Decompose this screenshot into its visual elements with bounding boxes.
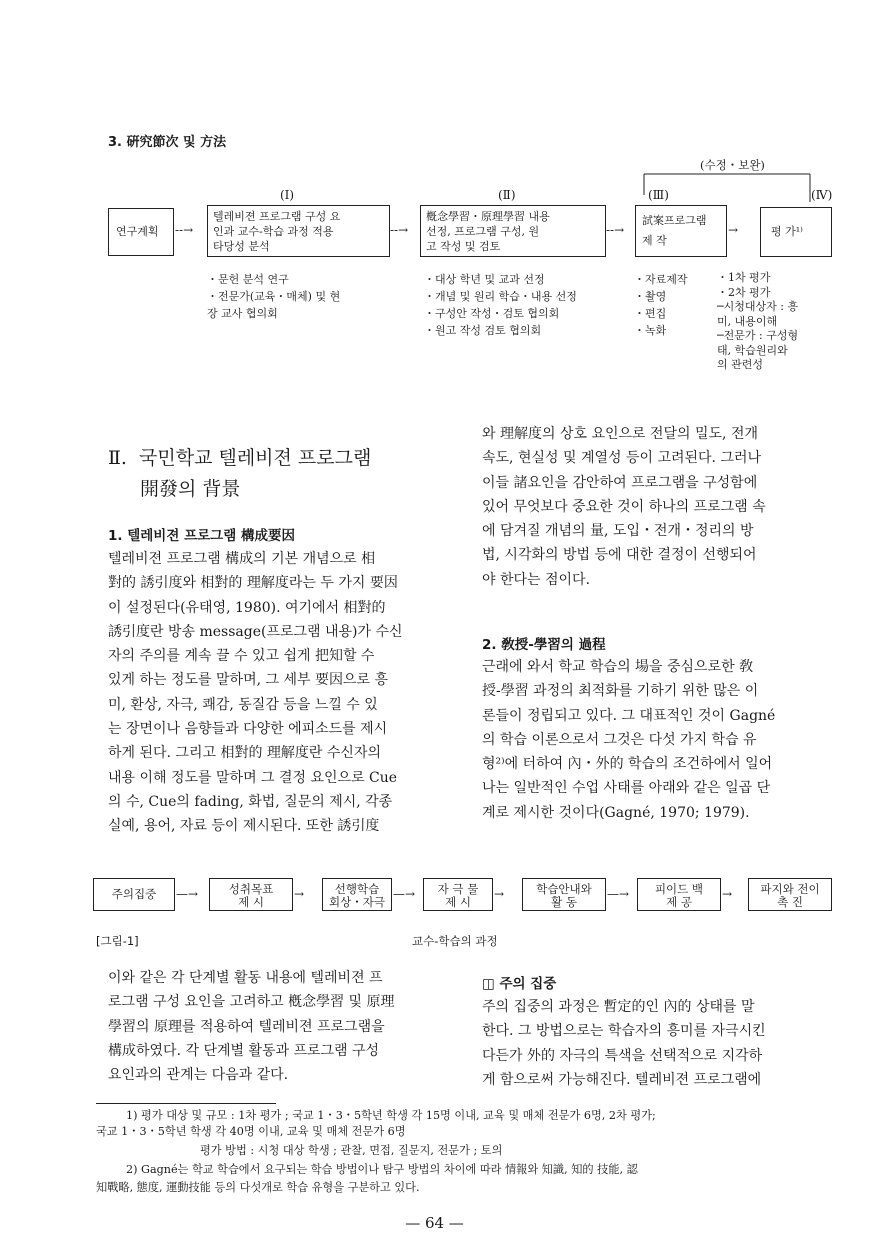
right-column-paragraph-3: 주의 집중의 과정은 暫定的인 內的 상태를 말 한다. 그 방법으로는 학습자의 흥미를 자극시킨 다든가 外的 자극의 특색을 선택적으로 지각하 게 함으로써 가능해진다. 텔레비젼 프로그램에 <box>482 999 766 1088</box>
chapter-title <box>108 443 371 470</box>
footnote-1-line-2: 국교 1・3・5학년 학생 각 40명 이내, 교육 및 매체 전문가 6명 <box>96 1125 406 1138</box>
footnote-1-line-1: 1) 평가 대상 및 규모 : 1차 평가 ; 국교 1・3・5학년 학생 각 15명 이내, 교육 및 매체 전문가 6명, 2차 평가; <box>126 1109 656 1122</box>
footnote-2-line-2: 知戰略, 態度, 運動技能 등의 다섯개로 학습 유형을 구분하고 있다. <box>96 1181 420 1194</box>
figure-step-guidance: 학습안내와 활 동 <box>522 878 606 911</box>
stage-1-notes: ・문헌 분석 연구 ・전문가(교육・매체) 및 현 장 교사 협의회 <box>207 273 341 320</box>
chapter-numeral: Ⅱ. <box>108 447 127 469</box>
stage-research-plan: 연구계획 <box>108 208 174 256</box>
figure-step-retention: 파지와 전이 촉 진 <box>748 878 832 911</box>
stage-numeral-4: (Ⅳ) <box>811 188 833 202</box>
stage-4-evaluation: 평 가¹⁾ <box>760 207 832 257</box>
right-column-paragraph-1: 와 理解度의 상호 요인으로 전달의 밀도, 전개 속도, 현실성 및 계열성 등이 고려된다. 그러나 이들 諸요인을 감안하여 프로그램을 구성함에 있어 무엇보다 중요한 것이 하나의 프로그램 속 에 담겨질 개념의 量, 도입・전개・정리의 방 법, 시각화의 방법 등에 대한 결정이 선행되어 야 한다는 점이다. <box>482 426 766 588</box>
stage-2-notes: ・대상 학년 및 교과 선정 ・개념 및 원리 학습・내용 선정 ・구성안 작성・검토 협의회 ・원고 작성 검토 협의회 <box>424 273 577 337</box>
stage-4-notes: ・1차 평가 ・2차 평가 ─시청대상자 : 흥 미, 내용이해 ─전문가 : 구성형 태, 학습원리와 의 관련성 <box>717 271 799 371</box>
chapter-title-line2: 開發의 背景 <box>140 478 241 500</box>
arrow-right-icon: —→ <box>607 887 630 901</box>
left-column-paragraph-1: 텔레비젼 프로그램 構成의 기본 개념으로 相 對的 誘引度와 相對的 理解度라는 두 가지 要因 이 설정된다(유태영, 1980). 여기에서 相對的 誘引度란 방송 message(프로그램 내용)가 수신 자의 주의를 계속 끌 수 있고 쉽게 把知할 수 있게 하는 정도를 말하며, 그 세부 要因으로 흥 미, 환상, 자극, 쾌감, 동질감 등을 느낄 수 있 는 장면이나 음향들과 다양한 에피소드를 제시 하게 된다. 그리고 相對的 理解度란 수신자의 내용 이해 정도를 말하며 그 결정 요인으로 Cue 의 수, Cue의 fading, 화법, 질문의 제시, 각종 실예, 용어, 자료 등이 제시된다. 또한 誘引度 <box>108 551 403 835</box>
page-number: — 64 — <box>405 1214 464 1232</box>
footnote-divider <box>96 1103 276 1104</box>
figure-step-attention: 주의집중 <box>93 878 175 911</box>
figure-caption: 교수-학습의 과정 <box>412 934 498 948</box>
figure-step-feedback: 피이드 백 제 공 <box>637 878 721 911</box>
section-heading: 3. 硏究節次 및 方法 <box>108 135 227 150</box>
stage-2-content-selection: 槪念學習・原理學習 내용 선정, 프로그램 구성, 원 고 작성 및 검토 <box>420 205 606 257</box>
stage-numeral-2: (Ⅱ) <box>498 188 516 202</box>
arrow-right-icon: → <box>722 887 733 901</box>
stage-3-notes: ・자료제작 ・촬영 ・편집 ・녹화 <box>634 273 688 337</box>
arrow-right-icon: --→ <box>606 223 625 237</box>
figure-label: [그림-1] <box>96 934 139 948</box>
subsection-heading: ◫ 주의 집중 <box>482 976 557 992</box>
arrow-right-icon: --→ <box>390 223 409 237</box>
footnote-2-line-1: 2) Gagné는 학교 학습에서 요구되는 학습 방법이나 탐구 방법의 차이에 따라 情報와 知識, 知的 技能, 認 <box>126 1163 638 1176</box>
arrow-right-icon: —→ <box>176 887 199 901</box>
chapter-title-line1: 국민학교 텔레비젼 프로그램 <box>139 447 372 469</box>
right-column-paragraph-2: 근래에 와서 학교 학습의 場을 중심으로한 敎 授-學習 과정의 최적화를 기하기 위한 많은 이 론들이 정립되고 있다. 그 대표적인 것이 Gagné 의 학습 이론으로서 그것은 다섯 가지 학습 유 형²⁾에 터하여 內・外的 학습의 조건하에서 일어 나는 일반적인 수업 사태를 아래와 같은 일곱 단 계로 제시한 것이다(Gagné, 1970; 1979). <box>482 659 776 821</box>
arrow-right-icon: --→ <box>175 223 194 237</box>
arrow-right-icon: → <box>294 887 305 901</box>
subsection-heading: 2. 敎授-學習의 過程 <box>482 637 606 653</box>
stage-numeral-1: (Ⅰ) <box>280 188 295 202</box>
figure-step-objective: 성취목표 제 시 <box>209 878 293 911</box>
stage-numeral-3: (Ⅲ) <box>648 188 669 202</box>
footnote-1-line-3: 평가 방법 : 시청 대상 학생 ; 관찰, 면접, 질문지, 전문가 ; 토의 <box>200 1144 503 1157</box>
subsection-heading: 1. 텔레비젼 프로그램 構成要因 <box>108 528 295 544</box>
arrow-right-icon: —→ <box>393 887 416 901</box>
arrow-right-icon: → <box>728 223 739 237</box>
revision-label: (수정・보완) <box>700 158 765 172</box>
figure-step-stimulus: 자 극 물 제 시 <box>423 878 493 911</box>
left-column-paragraph-2: 이와 같은 각 단계별 활동 내용에 텔레비젼 프 로그램 구성 요인을 고려하고 槪念學習 및 原理 學習의 原理를 적용하여 텔레비젼 프로그램을 構成하였다. 각 단계별 활동과 프로그램 구성 요인과의 관계는 다음과 같다. <box>108 970 395 1084</box>
figure-step-prior-learning: 선행학습 회상・자극 <box>322 878 392 911</box>
stage-3-production: 試案프로그램 제 작 <box>635 205 727 257</box>
stage-1-analysis: 텔레비젼 프로그램 구성 요 인과 교수-학습 과정 적용 타당성 분석 <box>207 205 390 257</box>
arrow-right-icon: → <box>494 887 505 901</box>
